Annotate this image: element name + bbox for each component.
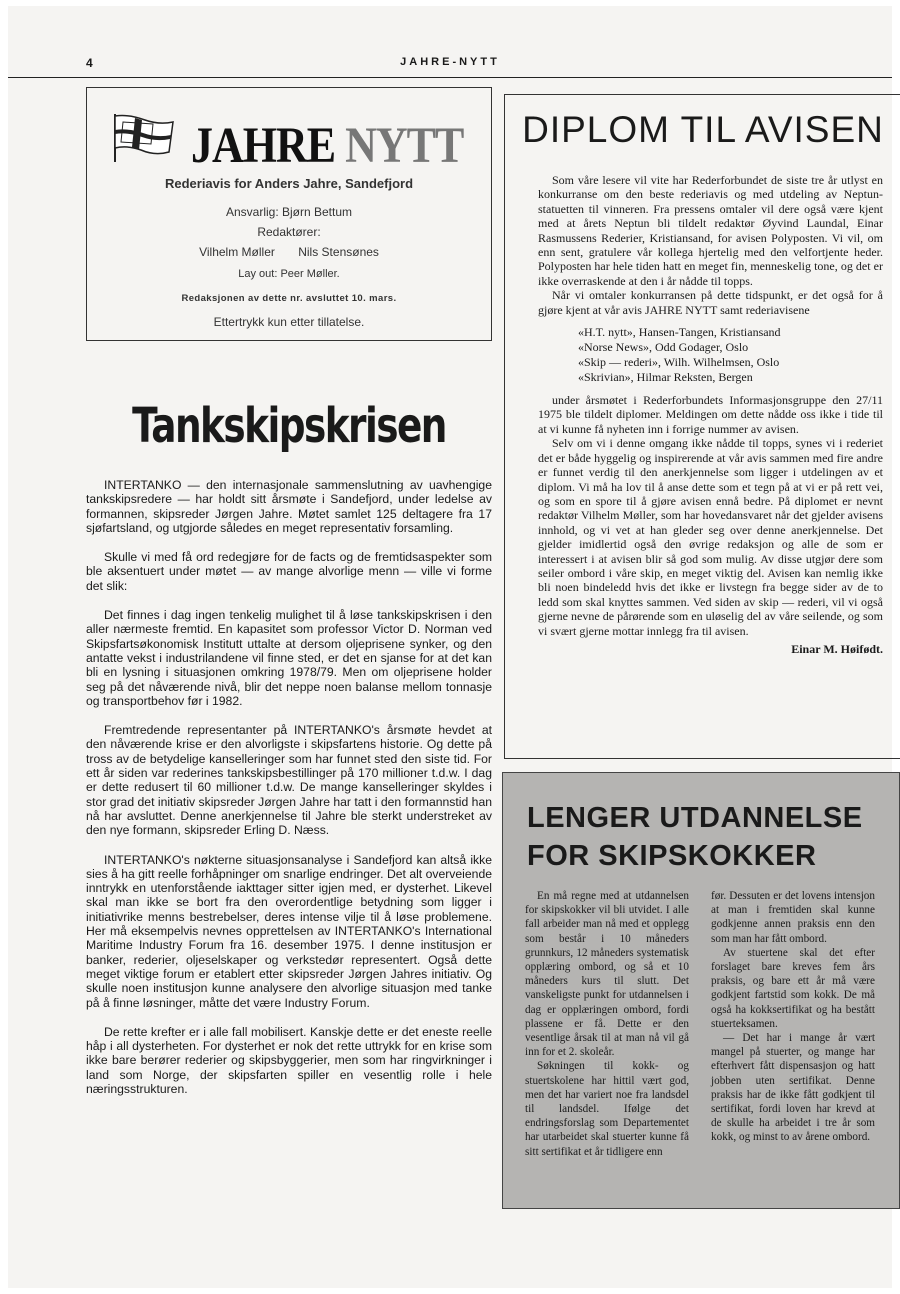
house-flag-icon (109, 112, 177, 164)
masthead-box (86, 87, 492, 341)
logo-jahre: JAHRE (191, 117, 336, 174)
article-paragraph: INTERTANKO — den internasjonale sammenslutning av uavhengige tankskipsredere — har holdt sitt årsmøte i Sandefjord, under ledelse av formannen, skipsreder Jørgen Jahre. Møtet samlet 125 deltagere fra 17 sjøfartsland, og utgjorde således en meget representativ forsamling. (86, 478, 492, 535)
list-item: «Skip — rederi», Wilh. Wilhelmsen, Oslo (578, 355, 780, 370)
newspaper-list (578, 325, 883, 385)
article-paragraph: Selv om vi i denne omgang ikke nådde til topps, synes vi i rederiet det er både hyggelig og inspirerende at vår avis sammen med fire andre er funnet verdig til den anerkjennelse som ligger i utdelingen av et diplom. Vi må ha lov til å anse dette som et tegn på at vi er på rett vei, og som en spore til å gjøre avisen ennå bedre. På diplomet er nevnt redaktør Vilhelm Møller, som har hovedansvaret når det gjelder avisens innhold, og vi vet at han gleder seg over denne anerkjennelse. Det gjelder imidlertid også den øvrige redaksjon og alle de som er interessert i at avisen blir så god som mulig. Av disse utgjør dere som seiler ombord i våre skip, en meget viktig del. Avisen kan nemlig ikke bli noen bindeledd hvis det ikke er livstegn fra begge sider av de to ledd som skal knyttes sammen. Ved siden av skip — rederi, vil vi også gjerne nevne de pårørende som en uløselig del av våre seilende, og som vi svært gjerne mottar innlegg fra til avisen. (538, 436, 883, 638)
masthead-layout: Lay out: Peer Møller. (238, 268, 340, 280)
page-header (8, 56, 892, 78)
list-item: «Skrivian», Hilmar Reksten, Bergen (578, 370, 753, 385)
lenger-headline (527, 799, 863, 875)
author-signature: Einar M. Høifødt. (791, 641, 883, 656)
article-paragraph: Når vi omtaler konkurransen på dette tidspunkt, er det også for å gjøre kjent at vår avis JAHRE NYTT samt rederiavisene (538, 288, 883, 317)
article-paragraph: Det finnes i dag ingen tenkelig mulighet til å løse tankskipskrisen i den aller nærmeste fremtid. En kapasitet som professor Victor D. Norman ved Skipsfartsøkonomisk Institutt uttalte at dersom oljeprisene synker, og den antatte vekst i industrilandene vil finne sted, er det en sjanse for at det kan bli en lysning i situasjonen omkring 1978/79. Men om oljeprisene holder seg på det nåværende nivå, blir det neppe noen balanse mellom tonnasje og transportbehov før i 1982. (86, 608, 492, 708)
article-paragraph: før. Dessuten er det lovens intensjon at man i fremtiden skal kunne godkjenne annen praksis enn den som man har fått ombord. (711, 890, 875, 945)
lenger-column-1 (525, 889, 689, 1159)
diplom-article-box (504, 94, 900, 759)
tank-article-body (86, 478, 492, 1111)
diplom-article-body (538, 173, 883, 656)
article-paragraph: under årsmøtet i Rederforbundets Informasjonsgruppe den 27/11 1975 ble tildelt diplomer. Meldingen om dette nådde oss ikke i tide til at vi kunne få nyheten inn i forrige nummer av avisen. (538, 393, 883, 436)
masthead-deadline: Redaksjonen av dette nr. avsluttet 10. mars. (181, 293, 397, 304)
masthead-reprint: Ettertrykk kun etter tillatelse. (213, 315, 365, 329)
list-item: «Norse News», Odd Godager, Oslo (578, 340, 749, 355)
article-paragraph: Skulle vi med få ord redegjøre for de facts og de fremtidsaspekter som ble aksentuert under møtet — av mange alvorlige menn — ville vi forme det slik: (86, 550, 492, 593)
article-paragraph: INTERTANKO's nøkterne situasjonsanalyse i Sandefjord kan altså ikke sies å ha gitt reelle forhåpninger om snarlige endringer. Det alt overveiende inntrykk en utenforstående iakttager sitter igjen med, er dysterhet. Likevel skal man ikke se bort fra den overordentlige betydning som ligger i initiativrike menns bestrebelser, deres intense vilje til å løse problemene. Her må eksempelvis nevnes opprettelsen av INTERTANKO's International Maritime Industry Forum fra 16. desember 1975. I denne institusjon er banker, rederier, oljeselskaper og verkstedør representert. Også dette meget viktige forum er etablert etter skipsreder Jørgen Jahres initiativ. Og skulle noen institusjon kunne analysere den alvorlige situasjon med tanke på å finne løsninger, måtte det være Industry Forum. (86, 852, 492, 1010)
article-paragraph: Som våre lesere vil vite har Rederforbundet de siste tre år utlyst en konkurranse om den beste rederiavis og med utdeling av Neptun-statuetten til vinneren. Fra pressens omtaler vil dere også være kjent med at årets Neptun bli tildelt redaktør Øyvind Laundal, Einar Rasmussens Rederier, Kristiansand, for avisen Polyposten. Vi vil, om enn sent, gratulere vår kollega hjertelig med den velfortjente heder. Polyposten har hele tiden hatt en meget fin, menneskelig tone, og det er ikke overraskende at den i år nådde til topps. (538, 173, 883, 288)
masthead-editors (87, 245, 491, 259)
article-paragraph: — Det har i mange år vært mangel på stuerter, og mange har efterhvert fått dispensasjon og hatt jobben uten sertifikat. Denne praksis har de ikke fått godkjent til sertifikat, fordi loven har krevd at de skulle ha arbeidet i tre år som kokk, og minst to av årene ombord. (711, 1032, 875, 1144)
list-item: «H.T. nytt», Hansen-Tangen, Kristiansand (578, 325, 781, 340)
lenger-article-box (502, 772, 900, 1209)
newspaper-page (8, 6, 892, 1288)
page-number: 4 (86, 56, 93, 70)
article-paragraph: Av stuertene skal det efter forslaget bare kreves fem års praksis, og bare ett år må være godkjent fartstid som kokk. De må også ha kokksertifikat og ha bestått stuerteksamen. (711, 946, 875, 1030)
headline-line: FOR SKIPSKOKKER (527, 840, 817, 872)
publication-title: JAHRE-NYTT (400, 56, 500, 68)
logo-text (191, 116, 463, 175)
editor-name: Vilhelm Møller (199, 245, 275, 259)
logo-nytt: NYTT (345, 117, 464, 174)
masthead-subtitle: Rederiavis for Anders Jahre, Sandefjord (164, 176, 414, 191)
diplom-headline: DIPLOM TIL AVISEN (522, 109, 884, 150)
lenger-column-2 (711, 889, 875, 1145)
masthead-editors-label: Redaktører: (257, 225, 321, 239)
masthead-responsible: Ansvarlig: Bjørn Bettum (225, 205, 353, 219)
tank-headline: Tankskipskrisen (132, 398, 446, 454)
article-paragraph: Fremtredende representanter på INTERTANKO's årsmøte hevdet at den nåværende krise er den alvorligste i skipsfartens historie. Og dette på tross av de betydelige kanselleringer som har funnet sted den siste tid. For ett år siden var rederines tankskipsbestillinger på 170 millioner t.d.w. I dag er dette redusert til 60 millioner t.d.w. De mange kanselleringer skyldes i stor grad det initiativ skipsreder Jørgen Jahre har tatt i den formannstid han nå har avsluttet. Denne anerkjennelse til Jahre ble sterkt understreket av den nye formann, skipsreder Erling D. Næss. (86, 723, 492, 838)
headline-line: LENGER UTDANNELSE (527, 802, 863, 834)
article-paragraph: Søkningen til kokk- og stuertskolene har hittil vært god, men det har variert noe fra landsdel til landsdel. Ifølge det endringsforslag som Departementet har utarbeidet skal stuerter kunne få sitt sertifikat et år tidligere enn (525, 1060, 689, 1158)
article-paragraph: En må regne med at utdannelsen for skipskokker vil bli utvidet. I alle fall arbeider man nå med et opplegg som består i 10 måneders grunnkurs, 12 måneders systematisk opplæring ombord, og så et 10 måneders kurs til slutt. Det vanskeligste punkt for utdannelsen i dag er opplæringen ombord, fordi plassene er få. Dette er den vesentlige årsak til at man nå vil gå inn for et 2. skoleår. (525, 890, 689, 1059)
editor-name: Nils Stensønes (298, 245, 379, 259)
article-paragraph: De rette krefter er i alle fall mobilisert. Kanskje dette er det eneste reelle håp i all dysterheten. For dysterhet er nok det rette uttrykk for en krise som ikke bare berører rederier og skipsbyggerier, men som har ringvirkninger i land som Norge, der skipsfarten spiller en vesentlig rolle i hele næringsstrukturen. (86, 1024, 492, 1096)
